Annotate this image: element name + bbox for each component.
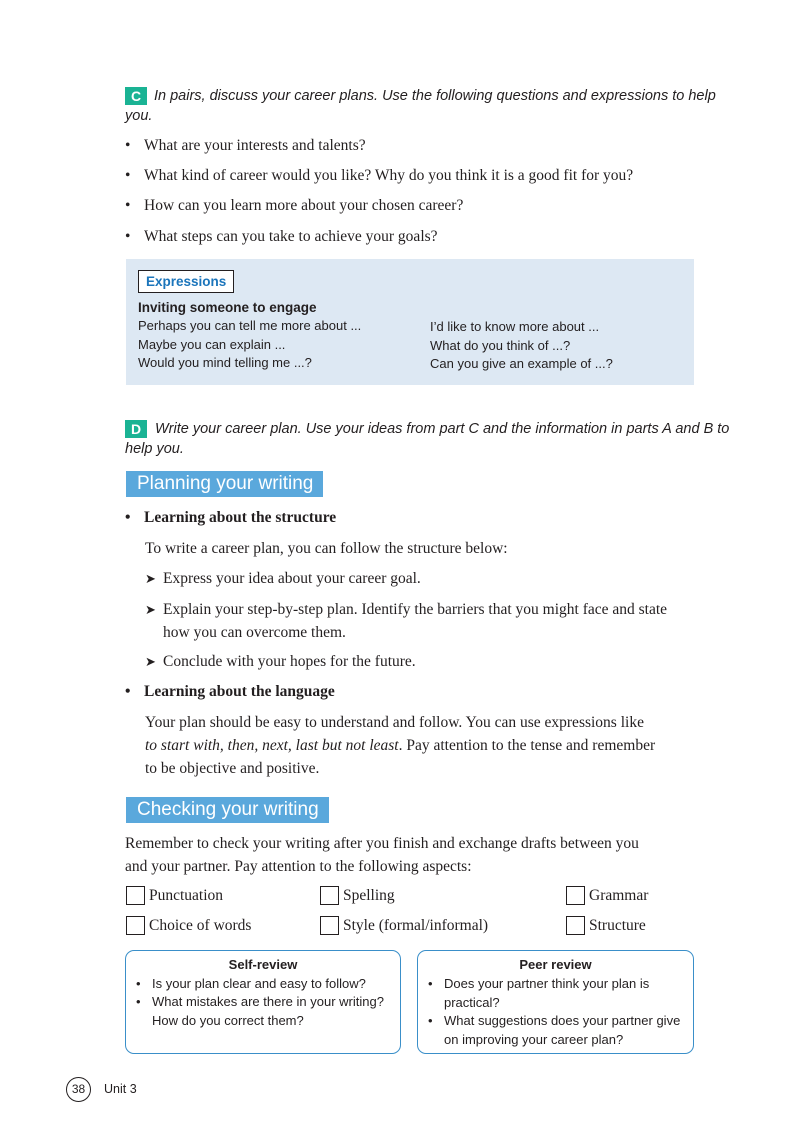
checkbox[interactable] bbox=[320, 916, 339, 935]
unit-label: Unit 3 bbox=[104, 1082, 137, 1096]
checking-heading: Checking your writing bbox=[126, 797, 329, 823]
bullet-icon: • bbox=[125, 197, 131, 214]
part-d-label: D bbox=[125, 420, 147, 438]
checkbox[interactable] bbox=[566, 886, 585, 905]
peer-review-box: Peer review • Does your partner think your plan is practical? • What suggestions does your partner give on improving your career plan? bbox=[417, 950, 694, 1054]
part-d-instruction-line1: Write your career plan. Use your ideas from part C and the information in parts A and B to bbox=[155, 421, 730, 437]
arrow-right-icon: ➤ bbox=[145, 654, 156, 669]
bullet-icon: • bbox=[428, 1013, 433, 1028]
language-examples: to start with, then, next, last but not least bbox=[145, 737, 399, 754]
expression-item: What do you think of ...? bbox=[430, 338, 571, 353]
language-text-line3: to be objective and positive. bbox=[145, 760, 320, 777]
structure-intro: To write a career plan, you can follow the structure below: bbox=[145, 540, 508, 557]
language-text-line1: Your plan should be easy to understand and follow. You can use expressions like bbox=[145, 714, 644, 731]
expression-item: I’d like to know more about ... bbox=[430, 319, 600, 334]
bullet-icon: • bbox=[125, 509, 131, 526]
expressions-title: Expressions bbox=[138, 270, 234, 293]
checkbox[interactable] bbox=[320, 886, 339, 905]
expressions-box bbox=[126, 259, 694, 385]
checkbox[interactable] bbox=[126, 886, 145, 905]
bullet-icon: • bbox=[428, 976, 433, 991]
checking-intro-line2: and your partner. Pay attention to the following aspects: bbox=[125, 858, 472, 875]
bullet-icon: • bbox=[125, 137, 131, 154]
part-d-instruction-line2: help you. bbox=[125, 441, 184, 457]
part-c-instruction-line2: you. bbox=[125, 108, 153, 124]
part-c-label: C bbox=[125, 87, 147, 105]
bullet-icon: • bbox=[125, 228, 131, 245]
self-review-title: Self-review bbox=[228, 957, 298, 972]
part-c-instruction-line1: In pairs, discuss your career plans. Use the following questions and expressions to help bbox=[154, 88, 716, 104]
checking-intro-line1: Remember to check your writing after you finish and exchange drafts between you bbox=[125, 835, 639, 852]
planning-heading: Planning your writing bbox=[126, 471, 323, 497]
arrow-right-icon: ➤ bbox=[145, 571, 156, 586]
bullet-icon: • bbox=[125, 167, 131, 184]
self-review-box: Self-review • Is your plan clear and easy to follow? • What mistakes are there in your writing? How do you correct them? bbox=[125, 950, 401, 1054]
expression-item: Can you give an example of ...? bbox=[430, 356, 613, 371]
arrow-right-icon: ➤ bbox=[145, 602, 156, 617]
bullet-icon: • bbox=[136, 976, 141, 991]
bullet-icon: • bbox=[125, 683, 131, 700]
checkbox[interactable] bbox=[566, 916, 585, 935]
expression-item: Maybe you can explain ... bbox=[138, 337, 286, 352]
expressions-subheading: Inviting someone to engage bbox=[138, 300, 317, 315]
page-number: 38 bbox=[66, 1077, 91, 1102]
expression-item: Perhaps you can tell me more about ... bbox=[138, 318, 362, 333]
expression-item: Would you mind telling me ...? bbox=[138, 355, 312, 370]
language-text-line2: to start with, then, next, last but not least. Pay attention to the tense and remember bbox=[145, 737, 656, 754]
bullet-icon: • bbox=[136, 994, 141, 1009]
checkbox[interactable] bbox=[126, 916, 145, 935]
peer-review-title: Peer review bbox=[519, 957, 592, 972]
